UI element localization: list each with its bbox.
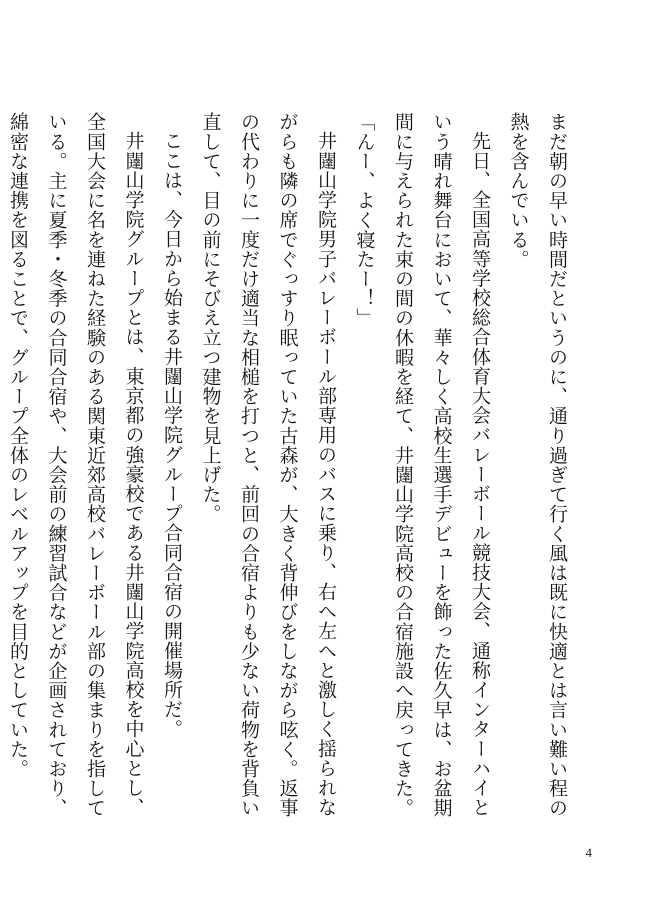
dialogue-line: 「んー、よく寝たー！」 [353, 112, 376, 328]
paragraph-5: 井闥山学院グループとは、東京都の強豪校である井闥山学院高校を中心とし、全国大会に名を連ねた経験のある関東近郊高校バレーボール部の集まりを指している。主に夏季・冬季の合同合宿や、大会前の練習試合などが企画されており、綿密な連携を図ることで、グループ全体のレベルアップを目的としていた。 [7, 112, 145, 818]
vertical-text-body [7, 112, 576, 832]
page-number: 4 [585, 845, 592, 860]
paragraph-2: 先日、全国高等学校総合体育大会バレーボール競技大会、通称インターハイという晴れ舞台において、華々しく高校生選手デビューを飾った佐久早は、お盆期間に与えられた束の間の休暇を経て、井闥山学院高校の合宿施設へ戻ってきた。 [392, 112, 491, 818]
paragraph-3: 井闥山学院男子バレーボール部専用のバスに乗り、右へ左へと激しく揺られながらも隣の席でぐっすり眠っていた古森が、大きく背伸びをしながら呟く。返事の代わりに一度だけ適当な相槌を打つと、前回の合宿よりも少ない荷物を背負い直して、目の前にそびえ立つ建物を見上げた。 [199, 112, 337, 818]
paragraph-4: ここは、今日から始まる井闥山学院グループ合同合宿の開催場所だ。 [161, 131, 183, 739]
paragraph-1: まだ朝の早い時間だというのに、通り過ぎて行く風は既に快適とは言い難い程の熱を含んでいる。 [507, 112, 568, 818]
